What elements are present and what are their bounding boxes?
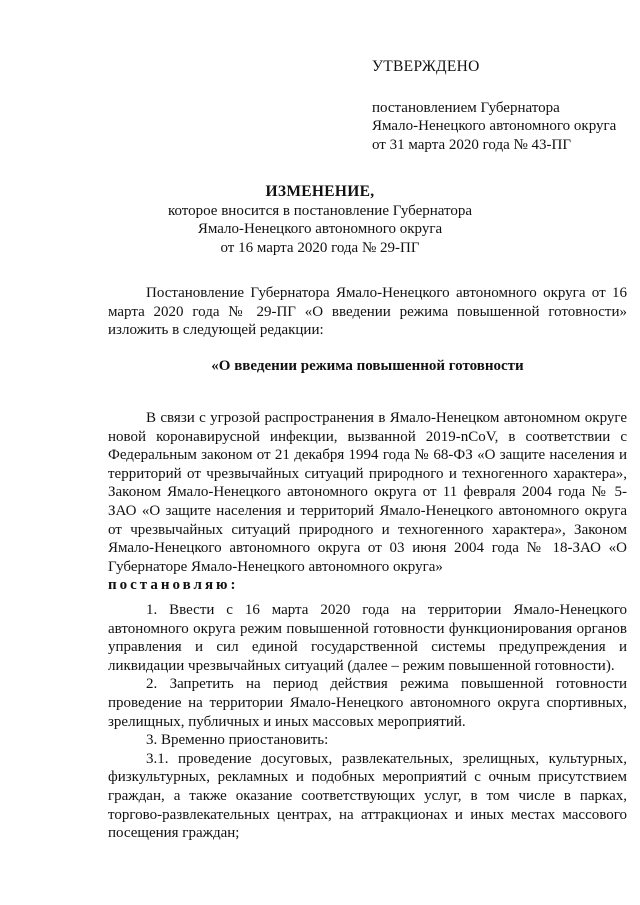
title-line: которое вносится в постановление Губернатора bbox=[167, 202, 473, 219]
title-line: Ямало-Ненецкого автономного округа bbox=[197, 221, 443, 238]
approval-line: от 31 марта 2020 года № 43-ПГ bbox=[372, 136, 572, 153]
approval-line: постановлением Губернатора bbox=[372, 99, 560, 116]
approval-stamp bbox=[372, 58, 622, 154]
approval-label: УТВЕРЖДЕНО bbox=[372, 58, 480, 75]
item-2: 2. Запретить на период действия режима повышенной готовности проведение на территории Ямало-Ненецкого автономного округа спортивных, зрелищных, публичных и иных массовых мероприятий. bbox=[108, 676, 627, 730]
item-3-1: 3.1. проведение досуговых, развлекательных, зрелищных, культурных, физкультурных, рекламных и подобных мероприятий с очным присутствием граждан, а также оказание соответствующих услуг, в том числе в парках, торгово-развлекательных центрах, на аттракционах и иных местах массового посещения граждан; bbox=[108, 750, 627, 842]
preamble-paragraph: В связи с угрозой распространения в Ямало-Ненецком автономном округе новой коронавирусной инфекции, вызванной 2019-nCoV, в соответствии с Федеральным законом от 21 декабря 1994 года № 68-ФЗ «О защите населения и территорий от чрезвычайных ситуаций природного и техногенного характера», Законом Ямало-Ненецкого автономного округа от 11 февраля 2004 года № 5-ЗАО «О защите населения и территорий Ямало-Ненецкого автономного округа от чрезвычайных ситуаций природного и техногенного характера», Законом Ямало-Ненецкого автономного округа от 03 июня 2004 года № 18-ЗАО «О Губернаторе Ямало-Ненецкого автономного округа» bbox=[108, 410, 627, 575]
item-1: 1. Ввести с 16 марта 2020 года на территории Ямало-Ненецкого автономного округа режим повышенной готовности функционирования органов управления и сил единой государственной системы предупреждения и ликвидации чрезвычайных ситуаций (далее – режим повышенной готовности). bbox=[108, 602, 627, 674]
resolution-title: «О введении режима повышенной готовности bbox=[211, 358, 524, 374]
intro-paragraph: Постановление Губернатора Ямало-Ненецкого автономного округа от 16 марта 2020 года № 29-ПГ «О введении режима повышенной готовности» изложить в следующей редакции: bbox=[108, 285, 627, 339]
document-title-block bbox=[100, 183, 540, 257]
title-line: от 16 марта 2020 года № 29-ПГ bbox=[220, 239, 420, 256]
document-title: ИЗМЕНЕНИЕ, bbox=[265, 183, 375, 200]
items-block bbox=[108, 601, 627, 843]
approval-line: Ямало-Ненецкого автономного округа bbox=[372, 118, 617, 135]
item-3: 3. Временно приостановить: bbox=[146, 732, 329, 749]
intro-block bbox=[108, 284, 627, 340]
decree-word: постановляю: bbox=[108, 577, 239, 594]
preamble-block bbox=[108, 409, 627, 595]
